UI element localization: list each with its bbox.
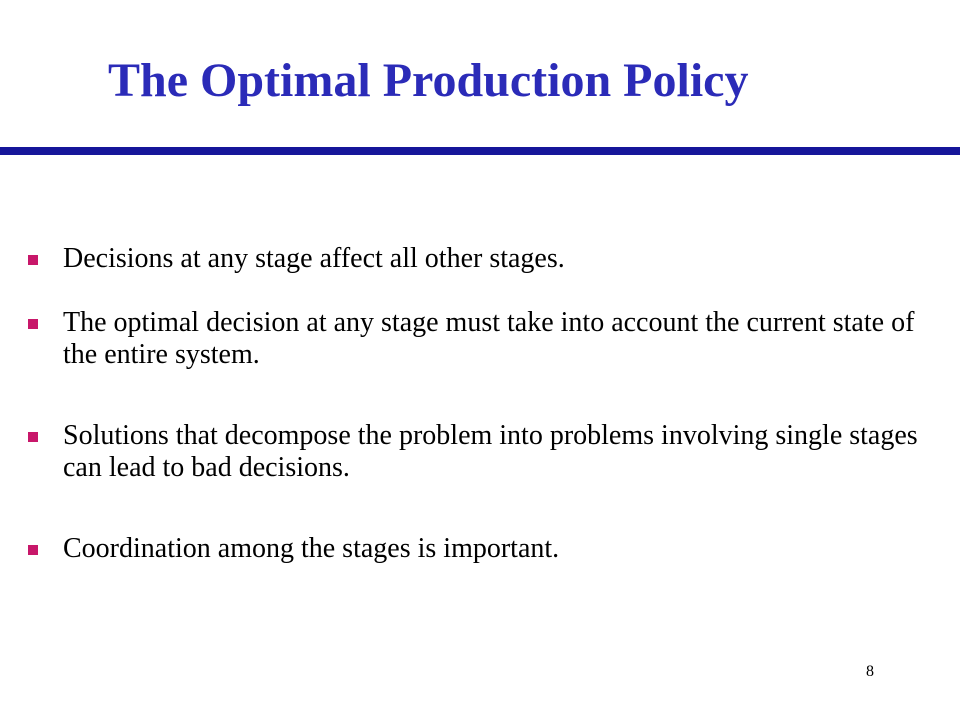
title-divider [0,147,960,155]
bullet-item [28,533,928,565]
square-bullet-icon [28,319,38,329]
bullet-text: Decisions at any stage affect all other stages. [63,243,565,274]
square-bullet-icon [28,432,38,442]
square-bullet-icon [28,545,38,555]
bullet-item [28,307,928,371]
bullet-item [28,420,928,484]
page-number: 8 [866,663,874,680]
bullet-text: Solutions that decompose the problem into problems involving single stages can lead to bad decisions. [63,420,918,483]
bullet-text: The optimal decision at any stage must take into account the current state of the entire system. [63,307,915,370]
bullet-text: Coordination among the stages is important. [63,533,560,564]
slide-title: The Optimal Production Policy [108,54,749,107]
square-bullet-icon [28,255,38,265]
bullet-item [28,243,928,275]
